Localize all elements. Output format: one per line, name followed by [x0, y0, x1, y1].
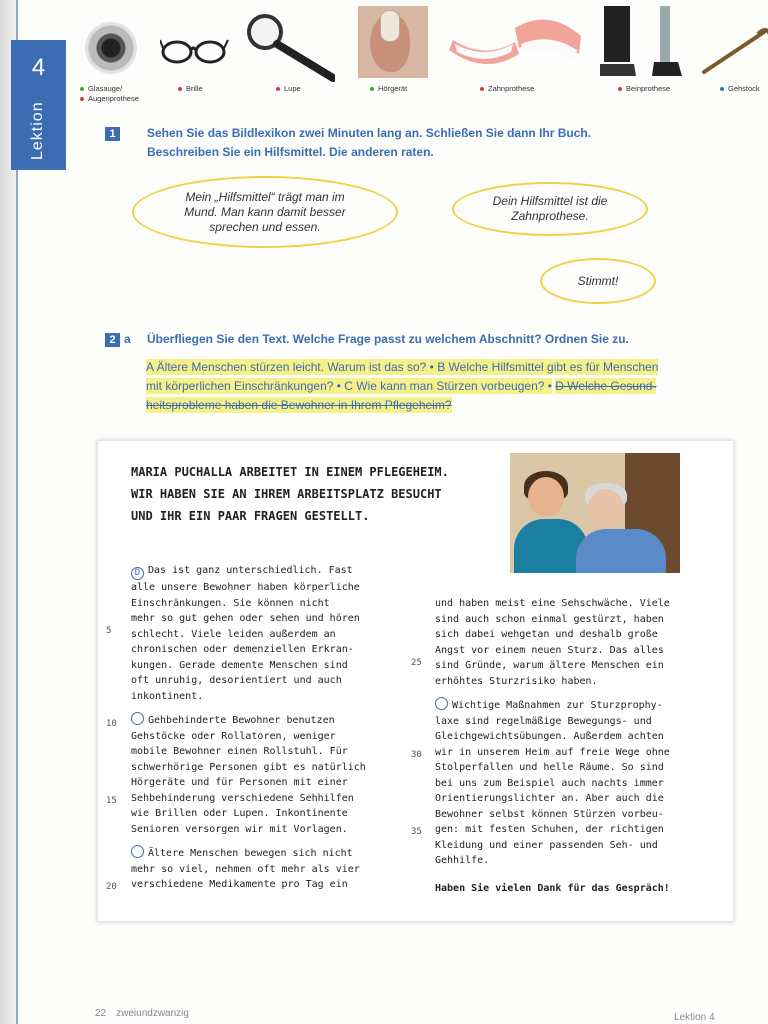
leg-prosthesis-image [600, 6, 690, 82]
magnifier-image [245, 10, 335, 82]
hearing-aid-image [358, 6, 428, 78]
task-2-letter: a [124, 332, 131, 346]
line-number-25: 25 [411, 658, 422, 668]
question-options [146, 358, 726, 415]
interview-article [97, 440, 734, 922]
answer-circle-3[interactable] [131, 845, 144, 858]
label-zahnprothese: Zahnprothese [480, 84, 534, 94]
line-number-15: 15 [106, 796, 117, 806]
label-glasauge: Glasauge/ [80, 84, 122, 94]
lektion-number: 4 [31, 54, 46, 81]
task-2-instruction: Überfliegen Sie den Text. Welche Frage passt zu welchem Abschnitt? Ordnen Sie zu. [147, 332, 629, 346]
paragraph-1: D Das ist ganz unterschiedlich. Fast alle unsere Bewohner haben körperliche Einschränkungen. Sie können nicht mehr so gut gehen oder sehen und hören schlecht. Viele leiden außerdem an chronischen oder demenziellen Erkran- kungen. Gerade demente Menschen sind oft unruhig, desorientiert und auch inkontinent. [131, 565, 360, 702]
page-footer-left [95, 1008, 189, 1019]
label-brille: Brille [178, 84, 203, 94]
page-number: 22 [95, 1008, 107, 1019]
article-closing: Haben Sie vielen Dank für das Gespräch! [435, 883, 670, 894]
paragraph-3-continued: und haben meist eine Sehschwäche. Viele sind auch schon einmal gestürzt, haben sich dabei wehgetan und deshalb große Angst vor einem neuen Sturz. Das alles sind Gründe, warum ältere Menschen ein erhöhtes Sturzrisiko haben. [435, 598, 670, 687]
task-1-instruction: Sehen Sie das Bildlexikon zwei Minuten lang an. Schließen Sie dann Ihr Buch. Beschreiben Sie ein Hilfsmittel. Die anderen raten. [147, 126, 592, 159]
label-hoergeraet: Hörgerät [370, 84, 407, 94]
task-1-number: 1 [105, 127, 120, 141]
page-footer-right: Lektion 4 [674, 1012, 715, 1023]
question-d-start: D Welche Gesund- [555, 379, 657, 393]
speech-bubble-1: Mein „Hilfsmittel“ trägt man im Mund. Man kann damit besser sprechen und essen. [132, 176, 398, 248]
speech-bubble-2: Dein Hilfsmittel ist die Zahnprothese. [452, 182, 648, 236]
left-column [131, 563, 366, 893]
caregiver-photo [510, 453, 680, 573]
line-number-35: 35 [411, 827, 422, 837]
denture-image [445, 14, 585, 74]
label-gehstock: Gehstock [720, 84, 760, 94]
paragraph-2: Gehbehinderte Bewohner benutzen Gehstöcke oder Rollatoren, weniger mobile Bewohner einen Rollstuhl. Für schwerhörige Personen gibt es natürlich Hörgeräte und für Personen mit einer Sehbehinderung verschiedene Sehhilfen wie Brillen oder Lupen. Inkontinente Senioren versorgen wir mit Vorlagen. [131, 712, 366, 837]
picture-dictionary [80, 6, 768, 84]
picture-labels [80, 84, 768, 110]
answer-circle-2[interactable] [131, 712, 144, 725]
article-headline: MARIA PUCHALLA ARBEITET IN EINEM PFLEGEHEIM. WIR HABEN SIE AN IHREM ARBEITSPLATZ BESUCHT UND IHR EIN PAAR FRAGEN GESTELLT. [131, 465, 449, 523]
walking-stick-image [700, 26, 768, 76]
right-column [435, 596, 670, 869]
page-number-word: zweiundzwanzig [116, 1008, 189, 1019]
paragraph-4: Wichtige Maßnahmen zur Sturzprophy- laxe sind regelmäßige Bewegungs- und Gleichgewichtsübungen. Außerdem achten wir in unserem Heim auf freie Wege ohne Stolperfallen und helle Räume. So sind bei uns zum Beispiel auch nachts immer Orientierungslichter an. Aber auch die Bewohner selbst können Stürzen vorbeu- gen: mit festen Schuhen, der richtigen Kleidung und einer passenden Seh- und Gehhilfe. [435, 697, 670, 869]
glass-eye-image [85, 22, 137, 74]
label-lupe: Lupe [276, 84, 301, 94]
task-2-number: 2 [105, 333, 120, 347]
lektion-label: Lektion [29, 101, 46, 160]
answer-circle-4[interactable] [435, 697, 448, 710]
line-number-5: 5 [106, 626, 112, 636]
line-number-20: 20 [106, 882, 117, 892]
answer-circle-1[interactable]: D [131, 567, 144, 580]
question-line-1: A Ältere Menschen stürzen leicht. Warum ist das so? • B Welche Hilfsmittel gibt es für Menschen [146, 360, 659, 374]
paragraph-3: Ältere Menschen bewegen sich nicht mehr so viel, nehmen oft mehr als vier verschiedene Medikamente pro Tag ein [131, 845, 366, 893]
glasses-image [160, 34, 230, 66]
lektion-tab [11, 40, 66, 170]
speech-bubble-3: Stimmt! [540, 258, 656, 304]
question-line-2: mit körperlichen Einschränkungen? • C Wie kann man Stürzen vorbeugen? • [146, 379, 552, 393]
question-line-3: heitsprobleme haben die Bewohner in Ihrem Pflegeheim? [146, 398, 452, 412]
label-augenprothese: Augenprothese [80, 94, 139, 104]
line-number-10: 10 [106, 719, 117, 729]
label-beinprothese: Beinprothese [618, 84, 670, 94]
line-number-30: 30 [411, 750, 422, 760]
